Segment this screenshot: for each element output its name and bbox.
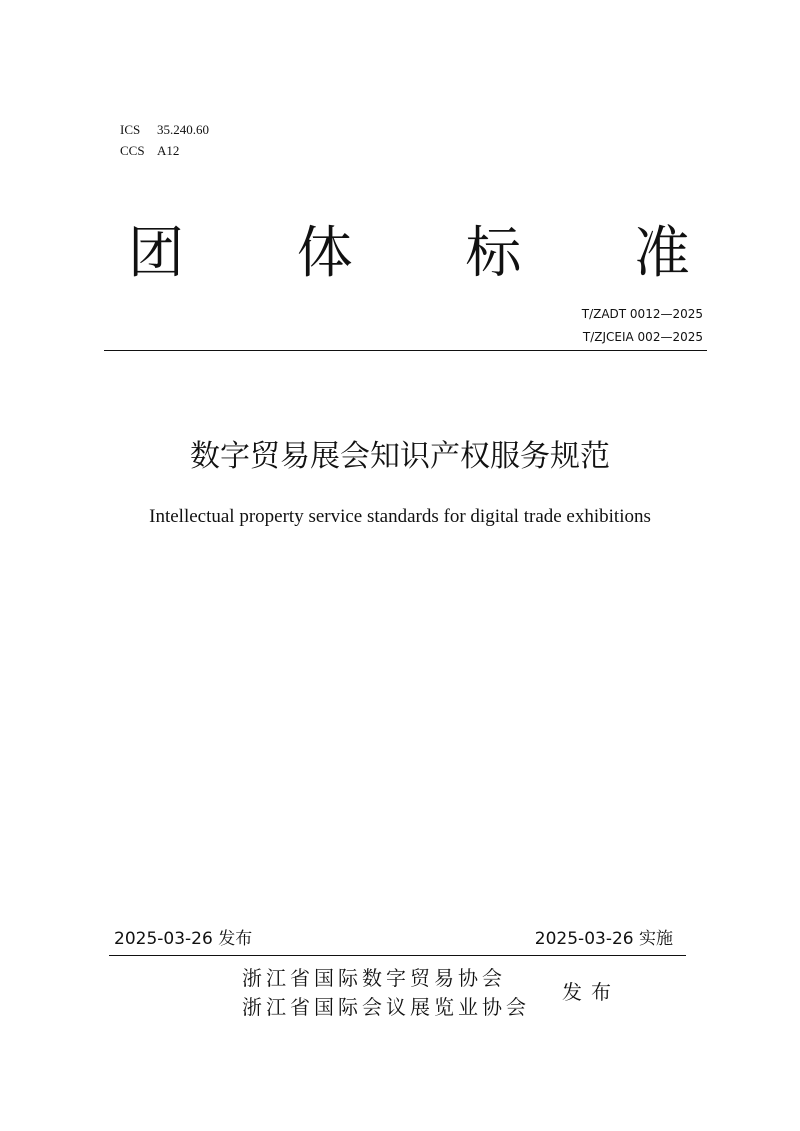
standard-type-char: 标 (465, 221, 522, 286)
ccs-label: CCS (120, 143, 145, 158)
standard-number-zadt: T/ZADT 0012—2025 (581, 307, 703, 321)
publisher-list (242, 964, 530, 1022)
standard-type-char: 体 (296, 221, 353, 286)
ics-label: ICS (120, 122, 141, 137)
implementation-date: 2025-03-26 实施 (534, 929, 673, 949)
publisher-name: 浙江省国际会议展览业协会 (242, 995, 530, 1019)
publisher-name: 浙江省国际数字贸易协会 (242, 966, 506, 990)
document-title-english: Intellectual property service standards for digital trade exhibitions (149, 506, 651, 527)
standard-type-heading (128, 222, 690, 286)
ics-value: 35.240.60 (157, 122, 209, 137)
ccs-code (120, 143, 179, 159)
header-divider (104, 350, 707, 351)
standard-type-char: 团 (128, 221, 184, 286)
publish-label: 发布 (562, 980, 620, 1004)
document-title-chinese: 数字贸易展会知识产权服务规范 (190, 439, 610, 474)
ccs-value: A12 (157, 143, 180, 158)
ics-code (120, 122, 209, 138)
footer-divider (109, 955, 686, 956)
standard-type-char: 准 (633, 221, 690, 286)
issue-date: 2025-03-26 发布 (114, 929, 253, 949)
standard-number-zjceia: T/ZJCEIA 002—2025 (582, 330, 703, 344)
